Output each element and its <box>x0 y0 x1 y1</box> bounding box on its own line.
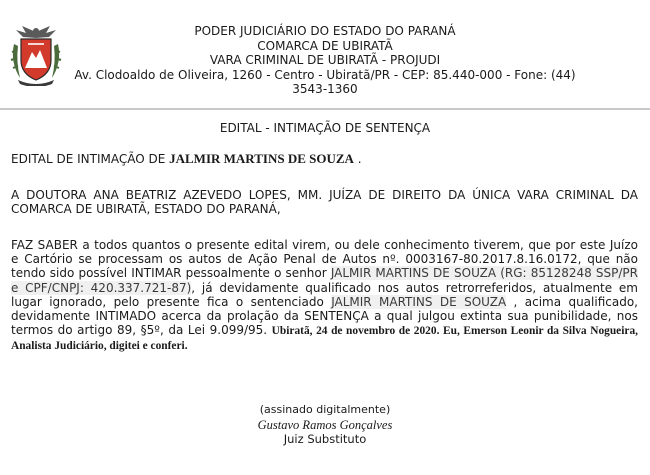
defendant-name: JALMIR MARTINS DE SOUZA <box>169 151 354 166</box>
defendant-id-highlight: JALMIR MARTINS DE SOUZA (RG: 85128248 SSP/PR e CPF/CNPJ: 420.337.721-87) <box>11 266 639 295</box>
body-text-3: , acima qualificado, devidamente INTIMADO acerca da prolação da SENTENÇA a qual julgou extinta sua punibilidade, nos termos do artigo 89, §5º, da Lei 9.099/95. <box>11 294 638 338</box>
body-text-1: FAZ SABER a todos quantos o presente edital virem, ou dele conhecimento tiverem, que por este Juízo e Cartório se processam os autos de Ação Penal de Autos nº. 0003167-80.2017.8.16.0172, que não tendo sido possível INTIMAR pessoalmente o senhor <box>11 238 638 281</box>
court-name: PODER JUDICIÁRIO DO ESTADO DO PARANÁ <box>194 24 456 38</box>
intro-suffix: . <box>353 152 362 166</box>
comarca-name: COMARCA DE UBIRATÃ <box>257 38 393 53</box>
signer-name: Gustavo Ramos Gonçalves <box>257 417 393 432</box>
intro-line <box>11 152 638 166</box>
header-divider <box>0 108 650 110</box>
signature-note: (assinado digitalmente) <box>259 403 391 416</box>
court-address: Av. Clodoaldo de Oliveira, 1260 - Centro - Ubiratã/PR - CEP: 85.440-000 - Fone: (44) <box>74 67 576 82</box>
signer-role: Juiz Substituto <box>283 432 367 446</box>
court-header-text <box>70 24 580 97</box>
vara-name: VARA CRIMINAL DE UBIRATÃ - PROJUDI <box>209 53 441 68</box>
court-phone: 3543-1360 <box>292 82 358 97</box>
signature-block <box>0 403 650 447</box>
document-header <box>0 0 650 108</box>
body-text-2: , já devidamente qualificado nos autos retrorreferidos, atualmente em lugar ignorado, pelo presente fica o sentenciado <box>11 280 638 309</box>
parana-coat-of-arms-icon <box>8 22 64 86</box>
closing-statement: Ubiratã, 24 de novembro de 2020. Eu, Emerson Leonir da Silva Nogueira, Analista Judiciário, digitei e conferi. <box>11 325 638 353</box>
judge-paragraph: A DOUTORA ANA BEATRIZ AZEVEDO LOPES, MM. JUÍZA DE DIREITO DA ÚNICA VARA CRIMINAL DA COMARCA DE UBIRATÃ, ESTADO DO PARANÁ, <box>11 188 638 217</box>
defendant-name-highlight: JALMIR MARTINS DE SOUZA <box>331 294 507 309</box>
body-paragraph <box>11 238 638 354</box>
document-title: EDITAL - INTIMAÇÃO DE SENTENÇA <box>219 121 431 135</box>
intro-prefix: EDITAL DE INTIMAÇÃO DE <box>11 152 170 166</box>
